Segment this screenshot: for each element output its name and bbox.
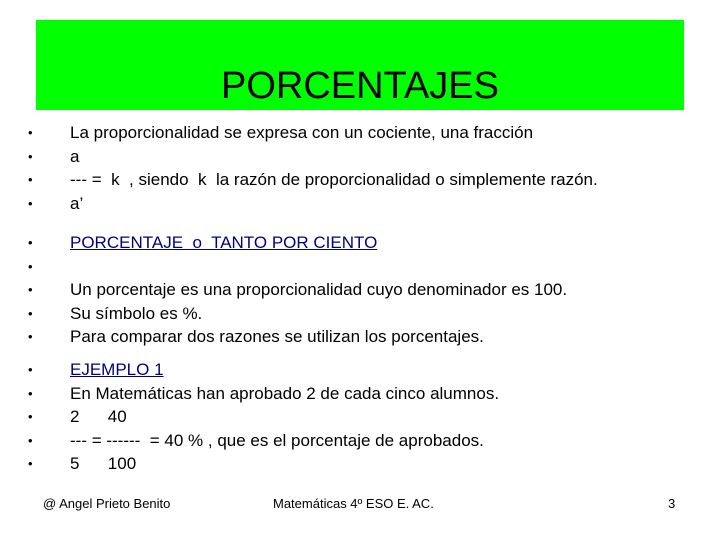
bullet-icon: • xyxy=(28,385,33,401)
section-heading: EJEMPLO 1 xyxy=(70,360,164,379)
bullet-line xyxy=(28,325,688,349)
bullet-line xyxy=(28,382,688,406)
bullet-line xyxy=(28,302,688,326)
bullet-text: Un porcentaje es una proporcionalidad cuyo denominador es 100. xyxy=(70,280,568,299)
bullet-icon: • xyxy=(28,305,33,321)
bullet-line xyxy=(28,255,688,279)
bullet-line xyxy=(28,452,688,476)
bullet-group-porcentaje xyxy=(28,231,688,349)
bullet-text: Para comparar dos razones se utilizan los porcentajes. xyxy=(70,327,484,346)
bullet-line xyxy=(28,429,688,453)
bullet-text: a xyxy=(70,146,80,166)
bullet-icon: • xyxy=(28,432,33,448)
bullet-text: En Matemáticas han aprobado 2 de cada cinco alumnos. xyxy=(70,383,500,403)
bullet-text: a’ xyxy=(70,193,84,213)
bullet-line xyxy=(28,168,688,192)
bullet-line xyxy=(28,192,688,216)
bullet-icon: • xyxy=(28,362,33,377)
slide-title: PORCENTAJES xyxy=(220,65,499,107)
bullet-icon: • xyxy=(28,329,33,344)
bullet-line xyxy=(28,405,688,429)
bullet-text: 5 100 xyxy=(70,454,137,473)
bullet-text: La proporcionalidad se expresa con un cociente, una fracción xyxy=(70,123,534,142)
bullet-icon: • xyxy=(28,172,33,187)
bullet-line xyxy=(28,358,688,382)
section-heading: PORCENTAJE o TANTO POR CIENTO xyxy=(70,233,378,252)
title-banner xyxy=(36,20,684,110)
bullet-group-proporcionalidad xyxy=(28,121,688,215)
bullet-icon: • xyxy=(28,235,33,250)
bullet-icon: • xyxy=(28,148,33,164)
bullet-text: Su símbolo es %. xyxy=(70,303,203,323)
bullet-line xyxy=(28,231,688,255)
footer-course: Matemáticas 4º ESO E. AC. xyxy=(273,496,434,511)
bullet-icon: • xyxy=(28,195,33,211)
bullet-text: --- = ------ = 40 % , que es el porcentaje de aprobados. xyxy=(70,430,484,450)
bullet-group-ejemplo xyxy=(28,358,688,476)
bullet-icon: • xyxy=(28,456,33,471)
bullet-icon: • xyxy=(28,258,33,274)
bullet-text: 2 40 xyxy=(70,407,127,426)
bullet-icon: • xyxy=(28,125,33,140)
bullet-icon: • xyxy=(28,282,33,297)
bullet-line xyxy=(28,278,688,302)
bullet-line xyxy=(28,121,688,145)
bullet-line xyxy=(28,145,688,169)
footer-author: @ Angel Prieto Benito xyxy=(43,496,171,511)
bullet-icon: • xyxy=(28,409,33,424)
footer-page-number: 3 xyxy=(668,496,676,511)
bullet-text: --- = k , siendo k la razón de proporcionalidad o simplemente razón. xyxy=(70,170,598,189)
